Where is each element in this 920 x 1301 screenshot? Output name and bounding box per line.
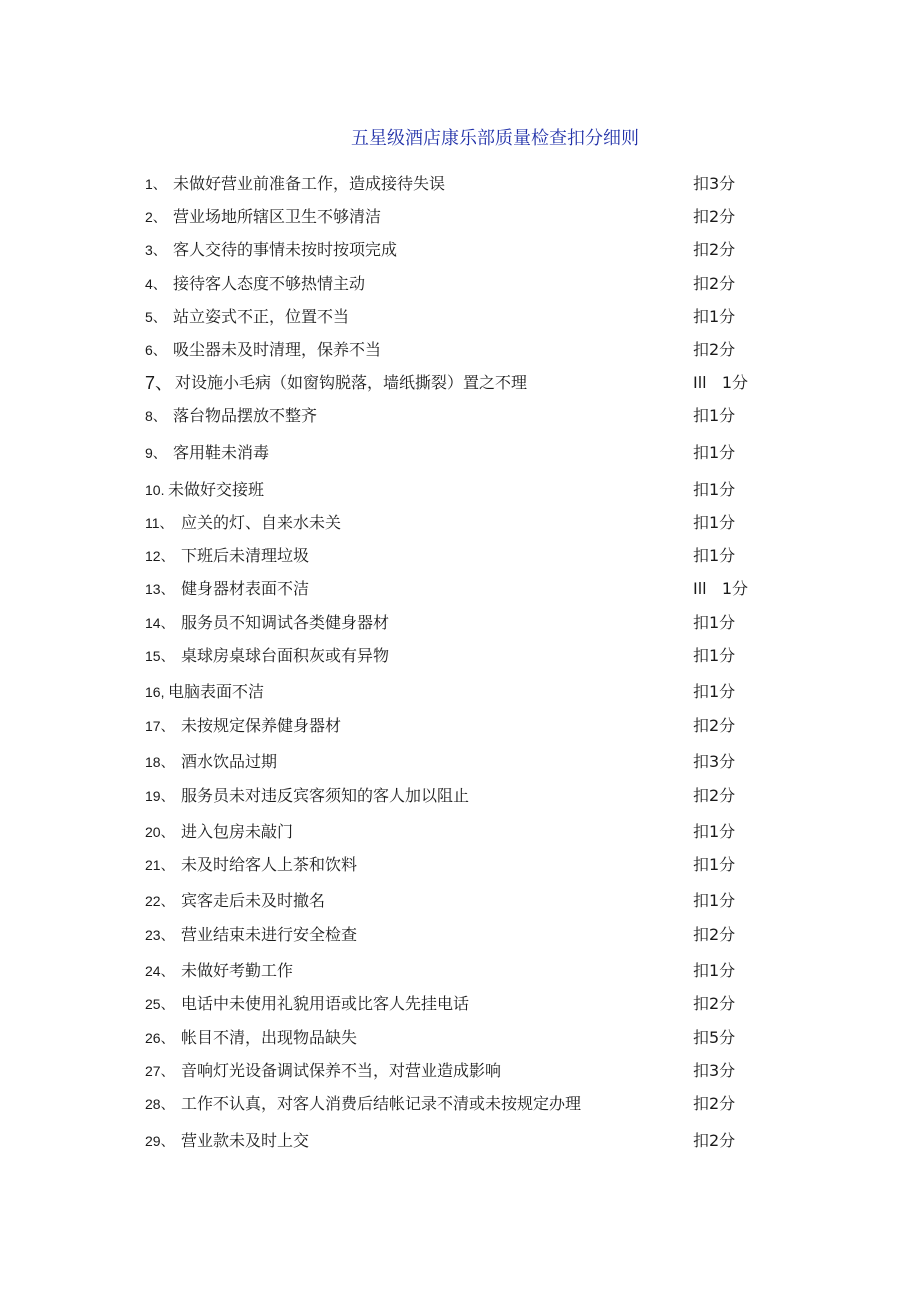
item-text: 落台物品摆放不整齐: [173, 406, 318, 425]
item-points: 扣1分: [693, 443, 736, 462]
item-number: 12、: [145, 548, 175, 564]
item-text: 站立姿式不正，位置不当: [173, 307, 350, 326]
item-points: 扣2分: [693, 340, 736, 359]
item-number: 11、: [145, 515, 174, 531]
list-item: [0, 338, 920, 362]
item-points: 扣2分: [693, 994, 736, 1013]
item-points: 扣1分: [693, 480, 736, 499]
item-number: 10.: [145, 482, 165, 498]
item-number: 5、: [145, 309, 167, 325]
list-item: [0, 441, 920, 465]
item-number: 2、: [145, 209, 167, 225]
item-number: 9、: [145, 445, 167, 461]
item-points: 扣1分: [693, 822, 736, 841]
list-item: [0, 611, 920, 635]
item-number: 6、: [145, 342, 167, 358]
list-item: [0, 272, 920, 296]
item-text: 对设施小毛病（如窗钩脱落，墙纸撕裂）置之不理: [175, 373, 528, 392]
item-number: 21、: [145, 857, 175, 873]
item-text: 帐目不清，出现物品缺失: [181, 1028, 358, 1047]
list-item: [0, 205, 920, 229]
item-text: 营业款未及时上交: [181, 1131, 310, 1150]
item-text: 吸尘器未及时清理，保养不当: [173, 340, 382, 359]
list-item: [0, 923, 920, 947]
item-points: 扣1分: [693, 646, 736, 665]
item-text: 未及时给客人上茶和饮料: [181, 855, 358, 874]
item-number: 23、: [145, 927, 175, 943]
item-text: 桌球房桌球台面积灰或有异物: [181, 646, 390, 665]
item-points: 扣2分: [693, 786, 736, 805]
item-points: Ill 1分: [693, 579, 749, 598]
list-item: [0, 544, 920, 568]
page-title: 五星级酒店康乐部质量检查扣分细则: [351, 128, 639, 149]
list-item: [0, 577, 920, 601]
list-item: [0, 511, 920, 535]
item-number: 19、: [145, 788, 175, 804]
item-points: 扣3分: [693, 1061, 736, 1080]
item-number: 22、: [145, 893, 175, 909]
item-points: 扣2分: [693, 716, 736, 735]
item-number: 8、: [145, 408, 167, 424]
item-number: 26、: [145, 1030, 175, 1046]
item-text: 服务员不知调试各类健身器材: [181, 613, 390, 632]
item-number: 1、: [145, 176, 167, 192]
item-text: 接待客人态度不够热情主动: [173, 274, 366, 293]
item-number: 13、: [145, 581, 175, 597]
item-number: 15、: [145, 648, 175, 664]
list-item: [0, 714, 920, 738]
list-item: [0, 172, 920, 196]
item-number: 27、: [145, 1063, 175, 1079]
item-text: 应关的灯、自来水未关: [181, 513, 342, 532]
list-item: [0, 1129, 920, 1153]
item-points: 扣2分: [693, 1094, 736, 1113]
item-points: 扣1分: [693, 613, 736, 632]
item-points: 扣5分: [693, 1028, 736, 1047]
list-item: [0, 1092, 920, 1116]
item-points: 扣2分: [693, 1131, 736, 1150]
item-points: 扣3分: [693, 174, 736, 193]
item-number: 14、: [145, 615, 175, 631]
list-item: [0, 784, 920, 808]
item-text: 工作不认真，对客人消费后结帐记录不清或未按规定办理: [181, 1094, 582, 1113]
item-text: 未做好交接班: [168, 480, 265, 499]
list-item: [0, 889, 920, 913]
list-item: [0, 680, 920, 704]
item-number: 7、: [145, 373, 174, 393]
item-number: 20、: [145, 824, 175, 840]
item-points: 扣2分: [693, 925, 736, 944]
list-item: [0, 644, 920, 668]
item-text: 客人交待的事情未按时按项完成: [173, 240, 398, 259]
item-text: 酒水饮品过期: [181, 752, 278, 771]
item-text: 电话中未使用礼貌用语或比客人先挂电话: [181, 994, 470, 1013]
list-item: [0, 478, 920, 502]
list-item: [0, 959, 920, 983]
item-points: 扣2分: [693, 207, 736, 226]
item-points: 扣2分: [693, 274, 736, 293]
item-text: 电脑表面不洁: [168, 682, 265, 701]
item-points: 扣1分: [693, 307, 736, 326]
list-item: [0, 238, 920, 262]
item-number: 17、: [145, 718, 175, 734]
item-text: 宾客走后未及时撤名: [181, 891, 326, 910]
list-item: [0, 992, 920, 1016]
item-points: 扣1分: [693, 513, 736, 532]
item-text: 未按规定保养健身器材: [181, 716, 342, 735]
list-item: [0, 853, 920, 877]
list-item: [0, 820, 920, 844]
item-points: 扣2分: [693, 240, 736, 259]
item-points: 扣3分: [693, 752, 736, 771]
item-number: 18、: [145, 754, 175, 770]
item-text: 营业场地所辖区卫生不够清洁: [173, 207, 382, 226]
item-points: 扣1分: [693, 406, 736, 425]
item-text: 营业结束未进行安全检查: [181, 925, 358, 944]
list-item: [0, 404, 920, 428]
item-text: 客用鞋未消毒: [173, 443, 270, 462]
item-text: 下班后未清理垃圾: [181, 546, 310, 565]
item-number: 4、: [145, 276, 167, 292]
item-number: 25、: [145, 996, 175, 1012]
list-item: [0, 1026, 920, 1050]
item-text: 健身器材表面不洁: [181, 579, 310, 598]
item-points: 扣1分: [693, 855, 736, 874]
item-text: 未做好营业前准备工作，造成接待失误: [173, 174, 446, 193]
item-points: Ill 1分: [693, 373, 749, 392]
item-number: 3、: [145, 242, 167, 258]
item-number: 29、: [145, 1133, 175, 1149]
item-number: 28、: [145, 1096, 175, 1112]
item-points: 扣1分: [693, 891, 736, 910]
item-text: 服务员未对违反宾客须知的客人加以阻止: [181, 786, 470, 805]
item-text: 进入包房未敲门: [181, 822, 294, 841]
item-points: 扣1分: [693, 546, 736, 565]
list-item: [0, 371, 920, 395]
item-text: 未做好考勤工作: [181, 961, 294, 980]
list-item: [0, 1059, 920, 1083]
list-item: [0, 750, 920, 774]
item-points: 扣1分: [693, 961, 736, 980]
item-points: 扣1分: [693, 682, 736, 701]
list-item: [0, 305, 920, 329]
item-number: 24、: [145, 963, 175, 979]
item-number: 16,: [145, 684, 165, 700]
item-text: 音响灯光设备调试保养不当，对营业造成影响: [181, 1061, 502, 1080]
